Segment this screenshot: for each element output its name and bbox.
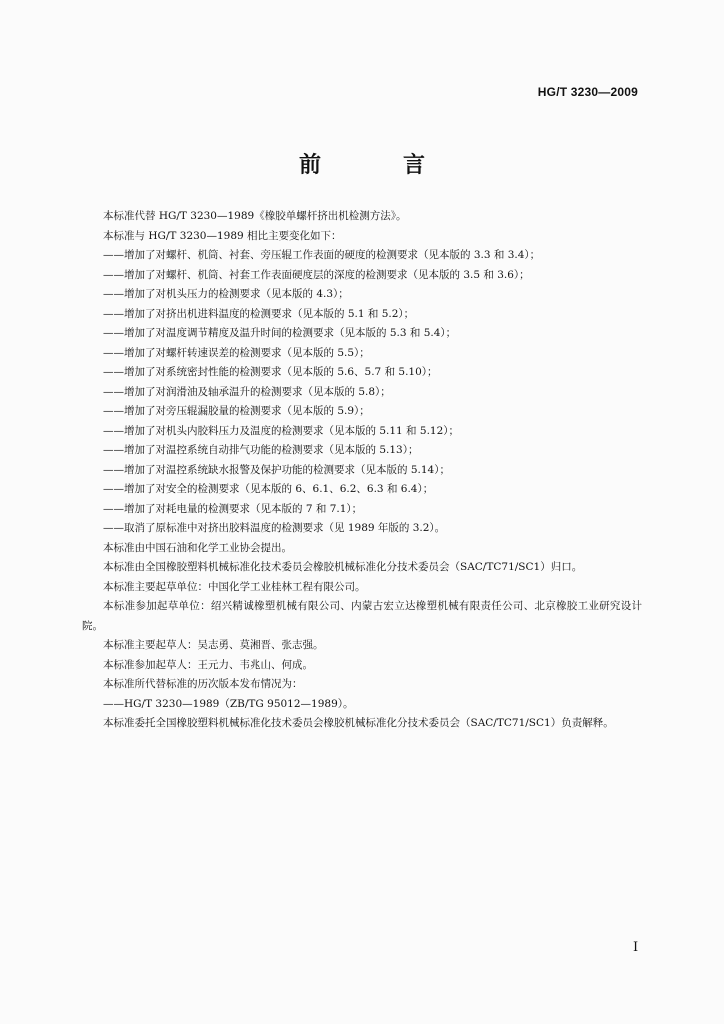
- change-item: ——增加了对系统密封性能的检测要求（见本版的 5.6、5.7 和 5.10）；: [103, 366, 438, 378]
- foreword-body: [82, 207, 642, 734]
- participating-units-paragraph: 本标准参加起草单位：绍兴精诚橡塑机械有限公司、内蒙古宏立达橡塑机械有限责任公司、北京橡胶工业研究设计院。: [82, 600, 642, 632]
- participating-drafters-paragraph: 本标准参加起草人：王元力、韦兆山、何成。: [103, 658, 313, 671]
- responsible-committee-paragraph: 本标准由全国橡胶塑料机械标准化技术委员会橡胶机械标准化分技术委员会（SAC/TC71/SC1）归口。: [103, 561, 583, 573]
- proposer-paragraph: 本标准由中国石油和化学工业协会提出。: [103, 541, 292, 554]
- interpretation-paragraph: 本标准委托全国橡胶塑料机械标准化技术委员会橡胶机械标准化分技术委员会（SAC/TC71/SC1）负责解释。: [103, 717, 614, 729]
- change-item: ——增加了对旁压辊漏胶量的检测要求（见本版的 5.9）；: [103, 405, 370, 417]
- change-item: ——增加了对螺杆转速误差的检测要求（见本版的 5.5）；: [103, 346, 370, 359]
- history-item: ——HG/T 3230—1989（ZB/TG 95012—1989）。: [103, 697, 354, 710]
- main-drafting-unit-paragraph: 本标准主要起草单位：中国化学工业桂林工程有限公司。: [103, 580, 366, 593]
- change-item: ——增加了对温度调节精度及温升时间的检测要求（见本版的 5.3 和 5.4）；: [103, 327, 457, 339]
- change-item: ——增加了对耗电量的检测要求（见本版的 7 和 7.1）；: [103, 502, 363, 515]
- intro-paragraph: 本标准代替 HG/T 3230—1989《橡胶单螺杆挤出机检测方法》。: [103, 210, 407, 222]
- history-heading-paragraph: 本标准所代替标准的历次版本发布情况为：: [103, 678, 303, 690]
- page-number: I: [633, 940, 639, 955]
- change-list: [82, 246, 642, 539]
- change-item: ——增加了对螺杆、机筒、衬套工作表面硬度层的深度的检测要求（见本版的 3.5 和 3.6）；: [103, 268, 530, 281]
- change-item: ——增加了对机头压力的检测要求（见本版的 4.3）；: [103, 288, 349, 300]
- change-item: ——增加了对温控系统自动排气功能的检测要求（见本版的 5.13）；: [103, 444, 419, 456]
- change-item: ——增加了对安全的检测要求（见本版的 6、6.1、6.2、6.3 和 6.4）；: [103, 483, 434, 495]
- standard-code: HG/T 3230—2009: [537, 85, 638, 99]
- change-item: ——增加了对润滑油及轴承温升的检测要求（见本版的 5.8）；: [103, 385, 391, 398]
- change-item: ——增加了对挤出机进料温度的检测要求（见本版的 5.1 和 5.2）；: [103, 307, 415, 320]
- main-drafters-paragraph: 本标准主要起草人：吴志勇、莫湘晋、张志强。: [103, 639, 324, 651]
- intro-paragraph: 本标准与 HG/T 3230—1989 相比主要变化如下：: [103, 229, 342, 242]
- change-item: ——增加了对温控系统缺水报警及保护功能的检测要求（见本版的 5.14）；: [103, 463, 450, 476]
- change-item: ——增加了对机头内胶料压力及温度的检测要求（见本版的 5.11 和 5.12）；: [103, 424, 460, 437]
- change-item: ——取消了原标准中对挤出胶料温度的检测要求（见 1989 年版的 3.2）。: [103, 522, 446, 534]
- change-item: ——增加了对螺杆、机筒、衬套、旁压辊工作表面的硬度的检测要求（见本版的 3.3 和 3.4）；: [103, 249, 541, 261]
- page-title: 前 言: [298, 152, 455, 178]
